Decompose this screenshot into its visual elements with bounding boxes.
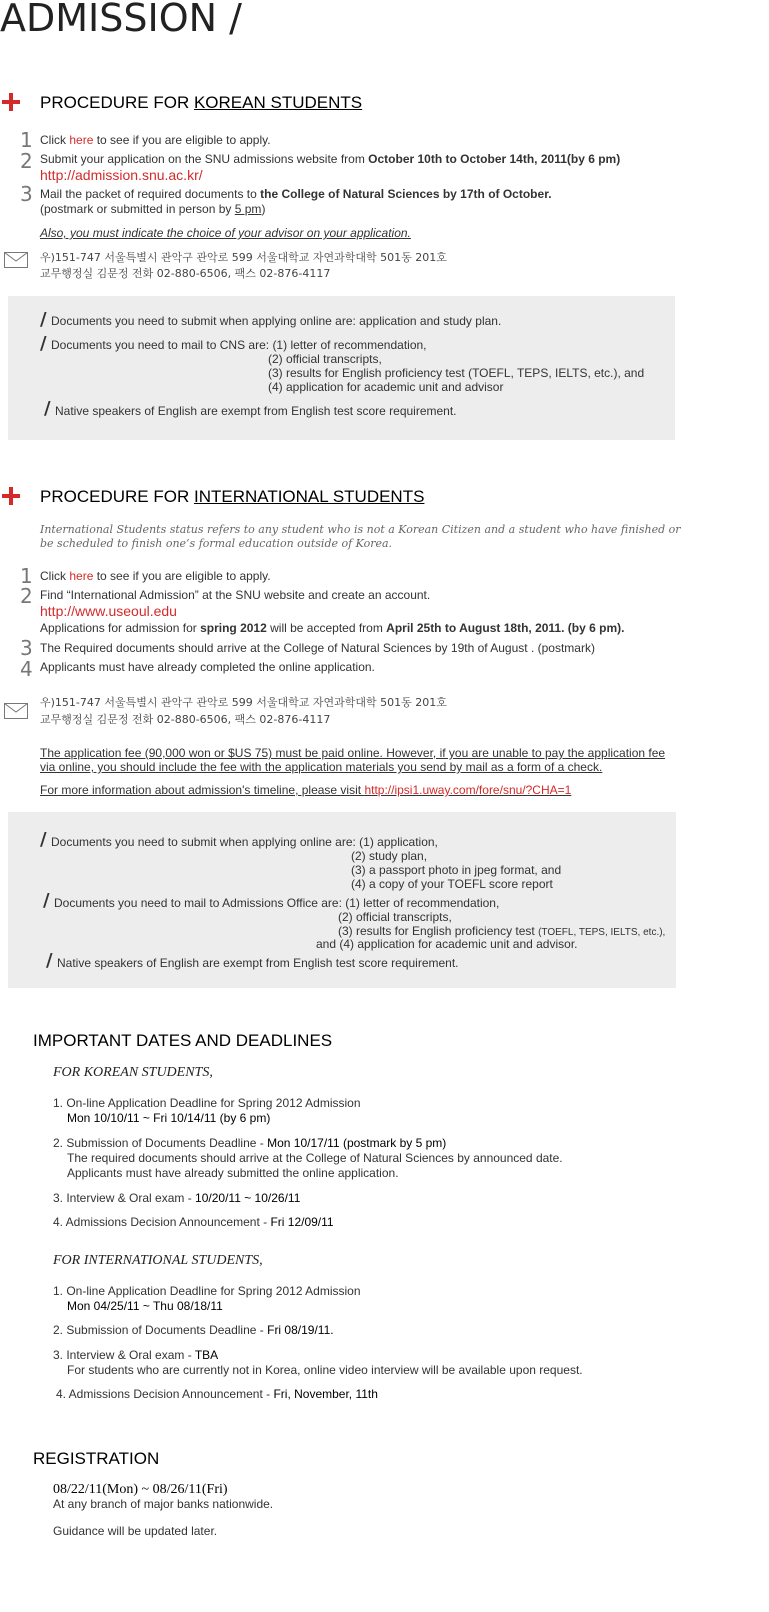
step-number: 1 — [20, 564, 33, 588]
intl-date-item — [56, 1387, 378, 1401]
date-value: Fri 08/19/11. — [267, 1323, 334, 1337]
registration-where: At any branch of major banks nationwide. — [53, 1497, 274, 1511]
step-number: 3 — [20, 636, 33, 660]
slash-bullet: / — [44, 398, 51, 419]
korean-date-item — [53, 1215, 334, 1229]
korean-step-3-postmark — [40, 202, 265, 216]
uway-link[interactable]: http://ipsi1.uway.com/fore/snu/?CHA=1 — [364, 783, 572, 797]
slash-bullet: / — [46, 950, 53, 971]
step-bold-text: October 10th to October 14th, 2011(by 6 pm) — [368, 152, 621, 166]
intl-docs-online: Documents you need to submit when applying online are: (1) application, — [51, 835, 438, 849]
slash-bullet: / — [40, 829, 47, 850]
intl-docs-online-item: (3) a passport photo in jpeg format, and — [351, 863, 562, 877]
international-status-note: be scheduled to finish one’s formal education outside of Korea. — [40, 537, 393, 550]
intl-docs-online-item: (4) a copy of your TOEFL score report — [351, 877, 553, 891]
useoul-link[interactable]: http://www.useoul.edu — [40, 603, 177, 619]
korean-address-line-2: 교무행정실 김문정 전화 02-880-6506, 팩스 02-876-4117 — [40, 267, 331, 280]
date-value: Fri, November, 11th — [273, 1387, 378, 1401]
intl-step-3: The Required documents should arrive at the College of Natural Sciences by 19th of August . (postmark) — [40, 641, 595, 655]
korean-docs-online: Documents you need to submit when applying online are: application and study plan. — [51, 314, 502, 328]
korean-date-item-value: Mon 10/10/11 ~ Fri 10/14/11 (by 6 pm) — [67, 1111, 271, 1125]
mail-item-text: (3) results for English proficiency test — [338, 924, 539, 938]
intl-docs-mail-item: and (4) application for academic unit and advisor. — [316, 937, 578, 951]
fee-note-line-2: via online, you should include the fee with the application materials you send by mail as a form of a check. — [40, 760, 603, 774]
step-number: 2 — [20, 149, 33, 173]
korean-students-link[interactable]: KOREAN STUDENTS — [193, 93, 363, 112]
intl-address-line-1: 우)151-747 서울특별시 관악구 관악로 599 서울대학교 자연과학대학 501동 201호 — [40, 696, 447, 709]
step-bold-text: the College of Natural Sciences by 17th of October. — [260, 187, 552, 201]
intl-date-item-value: Mon 04/25/11 ~ Thu 08/18/11 — [67, 1299, 223, 1313]
korean-docs-mail-item: (3) results for English proficiency test (TOEFL, TEPS, IELTS, etc.), and — [268, 366, 645, 380]
intl-native-speakers: Native speakers of English are exempt from English test score requirement. — [57, 956, 459, 970]
step-text: Click — [40, 569, 70, 583]
date-value: Fri 12/09/11 — [270, 1215, 334, 1229]
korean-address-line-1: 우)151-747 서울특별시 관악구 관악로 599 서울대학교 자연과학대학 501동 201호 — [40, 251, 447, 264]
registration-period: 08/22/11(Mon) ~ 08/26/11(Fri) — [53, 1482, 228, 1497]
page-title: ADMISSION / — [0, 0, 242, 40]
intl-date-item-extra: For students who are currently not in Korea, online video interview will be available upon request. — [67, 1363, 583, 1377]
step-text: to see if you are eligible to apply. — [93, 569, 271, 583]
korean-date-item-extra: Applicants must have already submitted the online application. — [67, 1166, 399, 1180]
step-number: 4 — [20, 657, 33, 681]
step-text: Mail the packet of required documents to — [40, 187, 261, 201]
step-bold-text: April 25th to August 18th, 2011. (by 6 pm). — [386, 621, 625, 635]
intl-date-item — [53, 1323, 334, 1337]
advisor-note: Also, you must indicate the choice of your advisor on your application. — [40, 226, 411, 240]
korean-dates-subheading: FOR KOREAN STUDENTS, — [53, 1065, 213, 1080]
intl-docs-mail-item: (2) official transcripts, — [338, 910, 452, 924]
international-status-note: International Students status refers to any student who is not a Korean Citizen and a student who have finished or — [40, 523, 681, 536]
intl-docs-mail-item — [338, 924, 665, 938]
step-number: 3 — [20, 182, 33, 206]
intl-date-item — [53, 1348, 218, 1362]
date-label: 2. Submission of Documents Deadline - — [53, 1323, 268, 1337]
korean-step-2 — [40, 152, 620, 166]
plus-icon — [1, 486, 21, 506]
korean-date-item-label: 1. On-line Application Deadline for Spring 2012 Admission — [53, 1096, 361, 1110]
date-label: 3. Interview & Oral exam - — [53, 1348, 195, 1362]
intl-dates-subheading: FOR INTERNATIONAL STUDENTS, — [53, 1253, 263, 1268]
date-label: 4. Admissions Decision Announcement - — [53, 1215, 271, 1229]
slash-bullet: / — [40, 309, 47, 330]
intl-step-2-dates — [40, 621, 624, 635]
fee-note-line-1: The application fee (90,000 won or $US 75) must be paid online. However, if you are unable to pay the application fee — [40, 746, 666, 760]
date-value: 10/20/11 ~ 10/26/11 — [195, 1191, 301, 1205]
step-text: (postmark or submitted in person by — [40, 202, 235, 216]
step-text: to see if you are eligible to apply. — [93, 133, 271, 147]
korean-docs-mail-item: (2) official transcripts, — [268, 352, 382, 366]
date-value: Mon 10/17/11 (postmark by 5 pm) — [267, 1136, 447, 1150]
intl-date-item-label: 1. On-line Application Deadline for Spring 2012 Admission — [53, 1284, 361, 1298]
step-number: 1 — [20, 128, 33, 152]
mail-item-small-text: (TOEFL, TEPS, IELTS, etc.), — [538, 927, 666, 938]
step-number: 2 — [20, 584, 33, 608]
korean-date-item — [53, 1191, 300, 1205]
more-info-line — [40, 783, 571, 797]
step-bold-text: spring 2012 — [200, 621, 267, 635]
step-text: Submit your application on the SNU admissions website from — [40, 152, 369, 166]
step-text: will be accepted from — [266, 621, 387, 635]
korean-date-item-extra: The required documents should arrive at the College of Natural Sciences by announced date. — [67, 1151, 563, 1165]
intl-address-line-2: 교무행정실 김문정 전화 02-880-6506, 팩스 02-876-4117 — [40, 713, 331, 726]
korean-procedure-heading — [40, 93, 362, 113]
step-text: ) — [261, 202, 266, 216]
korean-step-3 — [40, 187, 552, 201]
info-text: For more information about admission's timeline, please visit — [40, 783, 365, 797]
step-text: 5 pm — [234, 202, 262, 216]
eligibility-link[interactable]: here — [69, 569, 94, 583]
registration-guidance: Guidance will be updated later. — [53, 1524, 218, 1538]
intl-docs-mail: Documents you need to mail to Admissions Office are: (1) letter of recommendation, — [54, 896, 500, 910]
heading-prefix: PROCEDURE FOR — [40, 487, 194, 506]
envelope-icon — [4, 703, 28, 719]
slash-bullet: / — [40, 333, 47, 354]
heading-prefix: PROCEDURE FOR — [40, 93, 194, 112]
plus-icon — [1, 92, 21, 112]
eligibility-link[interactable]: here — [69, 133, 94, 147]
international-procedure-heading — [40, 487, 424, 507]
korean-docs-mail: Documents you need to mail to CNS are: (1) letter of recommendation, — [51, 338, 427, 352]
date-label: 4. Admissions Decision Announcement - — [56, 1387, 274, 1401]
registration-heading: REGISTRATION — [33, 1449, 160, 1468]
date-value: TBA — [194, 1348, 219, 1362]
intl-step-1 — [40, 569, 271, 583]
dates-heading: IMPORTANT DATES AND DEADLINES — [33, 1031, 333, 1050]
intl-docs-online-item: (2) study plan, — [351, 849, 428, 863]
korean-docs-mail-item: (4) application for academic unit and advisor — [268, 380, 504, 394]
date-label: 2. Submission of Documents Deadline - — [53, 1136, 268, 1150]
step-text: Applications for admission for — [40, 621, 201, 635]
date-label: 3. Interview & Oral exam - — [53, 1191, 196, 1205]
korean-step-1 — [40, 133, 271, 147]
envelope-icon — [4, 252, 28, 268]
korean-native-speakers: Native speakers of English are exempt from English test score requirement. — [55, 404, 457, 418]
intl-step-2: Find “International Admission” at the SNU website and create an account. — [40, 588, 431, 602]
snu-admission-link[interactable]: http://admission.snu.ac.kr/ — [40, 167, 203, 183]
step-text: Click — [40, 133, 70, 147]
intl-step-4: Applicants must have already completed the online application. — [40, 660, 375, 674]
korean-date-item — [53, 1136, 446, 1150]
international-students-link[interactable]: INTERNATIONAL STUDENTS — [193, 487, 425, 506]
slash-bullet: / — [43, 890, 50, 911]
